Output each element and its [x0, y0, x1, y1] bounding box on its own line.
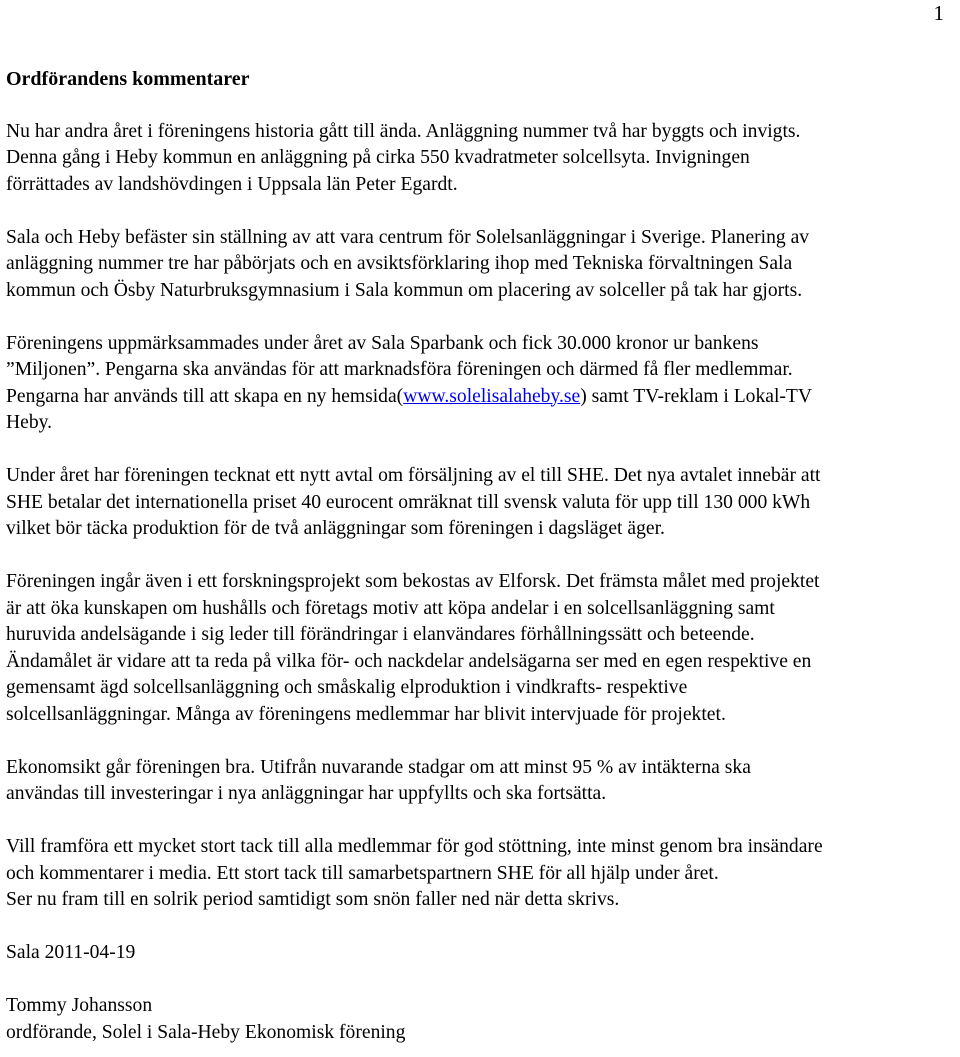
text-line: kommun och Ösby Naturbruksgymnasium i Sala kommun om placering av solceller på tak har gjorts. [6, 279, 803, 301]
text-line: solcellsanläggningar. Många av föreningens medlemmar har blivit intervjuade för projektet. [6, 703, 726, 725]
text-line: Ser nu fram till en solrik period samtidigt som snön faller ned när detta skrivs. [6, 889, 620, 910]
text-line: Heby. [6, 412, 53, 433]
text-line: huruvida andelsägande i sig leder till förändringar i elanvändares förhållningssätt och beteende. [6, 624, 755, 645]
text-line: Sala och Heby befäster sin ställning av att vara centrum för Solelsanläggningar i Sverige. Planering av [6, 226, 810, 248]
paragraph-thanks [6, 834, 958, 914]
text-line: Under året har föreningen tecknat ett nytt avtal om försäljning av el till SHE. Det nya avtalet innebär att [6, 465, 821, 486]
website-link[interactable]: www.solelisalaheby.se [403, 385, 581, 407]
paragraph-position [6, 225, 958, 305]
text-line: Ändamålet är vidare att ta reda på vilka för- och nackdelar andelsägarna ser med en egen respektive en [6, 650, 812, 672]
signoff-date [6, 940, 958, 967]
document-body [6, 66, 958, 1046]
place-date: Sala 2011-04-19 [6, 942, 136, 963]
link-prefix-text: Pengarna har används till att skapa en ny hemsida( [6, 385, 404, 407]
signer-name: Tommy Johansson [6, 995, 153, 1016]
paragraph-research [6, 569, 958, 728]
text-line: Föreningen ingår även i ett forskningsprojekt som bekostas av Elforsk. Det främsta målet med projektet [6, 571, 820, 592]
text-line: är att öka kunskapen om hushålls och företags motiv att köpa andelar i en solcellsanläggning samt [6, 597, 775, 619]
text-line-with-link [6, 384, 958, 411]
paragraph-sparbank [6, 331, 958, 437]
text-line: anläggning nummer tre har påbörjats och en avsiktsförklaring ihop med Tekniska förvaltningen Sala [6, 253, 793, 274]
document-title: Ordförandens kommentarer [6, 68, 250, 90]
text-line: och kommentarer i media. Ett stort tack till samarbetspartnern SHE för all hjälp under året. [6, 862, 719, 884]
text-line: Vill framföra ett mycket stort tack till alla medlemmar för god stöttning, inte minst genom bra insändare [6, 836, 823, 857]
text-line: vilket bör täcka produktion för de två anläggningar som föreningen i dagsläget äger. [6, 518, 665, 539]
text-line: ”Miljonen”. Pengarna ska användas för att marknadsföra föreningen och därmed få fler medlemmar. [6, 359, 793, 380]
paragraph-economy [6, 755, 958, 808]
text-line: Föreningens uppmärksammades under året av Sala Sparbank och fick 30.000 kronor ur bankens [6, 332, 759, 354]
text-line: SHE betalar det internationella priset 40 eurocent omräknat till svensk valuta för upp till 130 000 kWh [6, 491, 811, 513]
text-line: användas till investeringar i nya anläggningar har uppfyllts och ska fortsätta. [6, 783, 607, 804]
text-line: Ekonomsikt går föreningen bra. Utifrån nuvarande stadgar om att minst 95 % av intäkterna ska [6, 756, 751, 778]
text-line: Nu har andra året i föreningens historia gått till ända. Anläggning nummer två har byggts och invigts. [6, 120, 801, 142]
page-number: 1 [933, 1, 944, 25]
paragraph-intro [6, 119, 958, 199]
text-line: gemensamt ägd solcellsanläggning och småskalig elproduktion i vindkrafts- respektive [6, 677, 688, 698]
signer-role: ordförande, Solel i Sala-Heby Ekonomisk förening [6, 1021, 406, 1043]
link-suffix-text: ) samt TV-reklam i Lokal-TV [580, 385, 813, 407]
text-line: Denna gång i Heby kommun en anläggning på cirka 550 kvadratmeter solcellsyta. Invigningen [6, 147, 750, 168]
text-line: förrättades av landshövdingen i Uppsala län Peter Egardt. [6, 173, 458, 195]
paragraph-agreement [6, 463, 958, 543]
signature-block [6, 993, 958, 1046]
